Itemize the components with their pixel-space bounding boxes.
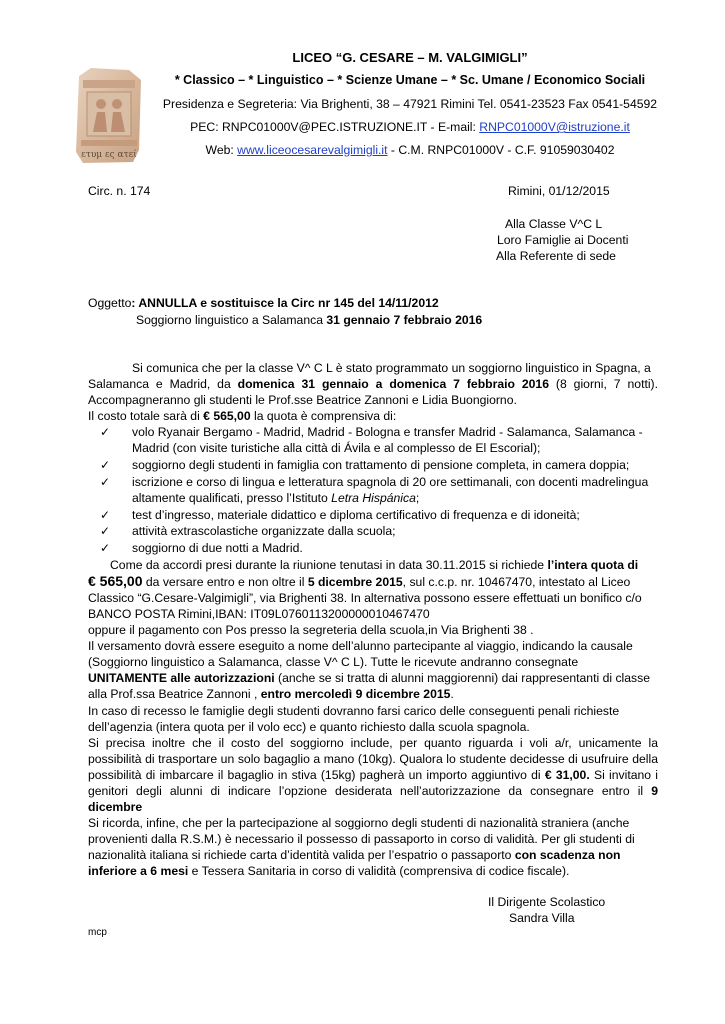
- text: Si invitano i: [589, 768, 658, 782]
- p6-line-4: [88, 863, 658, 879]
- text-bold: con scadenza non: [514, 848, 621, 862]
- p4-line-2: dell’agenzia (intera quota per il volo ecc) e quanto richiesto dalla scuola spagnola.: [88, 720, 530, 734]
- trip-dates: domenica 31 gennaio a domenica 7 febbraio 2016: [237, 377, 549, 391]
- p5-line-1: Si precisa inoltre che il costo del soggiorno include, per quanto riguarda i voli a/r, unicamente la: [88, 736, 658, 750]
- bullet-3-line-2: [132, 490, 658, 506]
- p5-line-5: dicembre: [88, 800, 143, 814]
- bullet-1-line-1: volo Ryanair Bergamo - Madrid, Madrid - Bologna e transfer Madrid - Salamanca, Salamanca -: [132, 425, 643, 439]
- text: (anche se si tratta di alunni maggiorenni) dai rappresentanti di classe: [274, 671, 650, 685]
- text: e Tessera Sanitaria in corso di validità (comprensiva di codice fiscale).: [188, 864, 570, 878]
- subject-line-2: [136, 313, 482, 327]
- check-icon: ✓: [100, 425, 111, 439]
- check-icon: ✓: [100, 458, 111, 472]
- text: Salamanca e Madrid, da: [88, 377, 238, 391]
- text: Il costo totale sarà di: [88, 409, 204, 423]
- email-link[interactable]: RNPC01000V@istruzione.it: [479, 120, 630, 134]
- p5-line-4: [88, 783, 658, 799]
- quota-amount: € 565,00: [88, 573, 143, 589]
- text: Come da accordi presi durante la riunione tenutasi in data 30.11.2015 si richiede: [110, 558, 548, 572]
- bullet-4: test d’ingresso, materiale didattico e diploma certificativo di frequenza e di idoneità;: [132, 508, 580, 522]
- bullet-6: soggiorno di due notti a Madrid.: [132, 541, 303, 555]
- subject-bold: : ANNULLA e sostituisce la Circ nr 145 del 14/11/2012: [131, 296, 439, 310]
- p3-line-3: [88, 670, 658, 686]
- bullet-2: soggiorno degli studenti in famiglia con trattamento di pensione completa, in camera doppia;: [132, 458, 630, 472]
- check-icon: ✓: [100, 508, 111, 522]
- text-bold: UNITAMENTE alle autorizzazioni: [88, 671, 275, 685]
- text-bold: 9: [651, 784, 658, 798]
- p5-line-3: [88, 767, 658, 783]
- text: ;: [415, 491, 420, 505]
- web-prefix: Web:: [205, 143, 238, 157]
- check-icon: ✓: [100, 524, 111, 538]
- p1-line-3: Accompagneranno gli studenti le Prof.sse Beatrice Zannoni e Lidia Buongiorno.: [88, 393, 517, 407]
- deadline: entro mercoledì 9 dicembre 2015: [260, 687, 451, 701]
- school-web: [140, 142, 680, 158]
- footer-initials: mcp: [88, 927, 107, 938]
- text: possibilità di imbarcare il bagaglio in stiva (15kg) pagherà un importo aggiuntivo di: [88, 768, 545, 782]
- school-pec-email: [140, 119, 680, 135]
- subject-line: [88, 296, 439, 310]
- place-date: Rimini, 01/12/2015: [508, 184, 610, 198]
- logo-inscription: ετυμ ες ατεί: [81, 150, 137, 160]
- p1-line-1: Si comunica che per la classe V^ C L è stato programmato un soggiorno linguistico in Spagna, a: [132, 361, 651, 375]
- school-courses: * Classico – * Linguistico – * Scienze Umane – * Sc. Umane / Economico Sociali: [174, 73, 646, 87]
- text: la quota è comprensiva di:: [250, 409, 397, 423]
- text: .: [450, 687, 454, 701]
- text: altamente qualificati, presso l’Istituto: [132, 491, 332, 505]
- circular-number: Circ. n. 174: [88, 184, 151, 198]
- check-icon: ✓: [100, 475, 111, 489]
- school-logo: [73, 66, 145, 166]
- p2-line-3: Classico “G.Cesare-Valgimigli”, via Brighenti 38. In alternativa possono essere effettuati un bonifico c/o: [88, 591, 642, 605]
- p6-line-3: [88, 847, 658, 863]
- recipient-referent: Alla Referente di sede: [496, 249, 616, 263]
- text: genitori degli alunni di indicare l’opzione desiderata nell’autorizzazione da consegnare entro il: [88, 784, 652, 798]
- p1-line-4: [88, 408, 658, 424]
- p3-line-4: [88, 686, 658, 702]
- subject-trip: Soggiorno linguistico a Salamanca: [136, 313, 327, 327]
- signature-name: Sandra Villa: [509, 911, 575, 925]
- p6-line-1: Si ricorda, infine, che per la partecipazione al soggiorno degli studenti di nazionalità straniera (anche: [88, 816, 630, 830]
- recipient-families: Loro Famiglie ai Docenti: [497, 233, 629, 247]
- p6-line-2: provenienti dalla R.S.M.) è necessario il possesso di passaporto in corso di validità. Per gli studenti di: [88, 832, 635, 846]
- text-bold: inferiore a 6 mesi: [88, 864, 189, 878]
- school-name: LICEO “G. CESARE – M. VALGIMIGLI”: [292, 50, 528, 65]
- p2-line-5: oppure il pagamento con Pos presso la segreteria della scuola,in Via Brighenti 38 .: [88, 623, 534, 637]
- institute-name: Letra Hispánica: [331, 491, 416, 505]
- p3-line-2: (Soggiorno linguistico a Salamanca, classe V^ C L). Tutte le ricevute andranno consegnate: [88, 655, 579, 669]
- signature-role: Il Dirigente Scolastico: [488, 895, 606, 909]
- text-bold: l’intera quota di: [547, 558, 639, 572]
- text: , sul c.c.p. nr. 10467470, intestato al Liceo: [402, 575, 631, 589]
- text: da versare entro e non oltre il: [142, 575, 308, 589]
- subject-label: Oggetto: [88, 296, 132, 310]
- bullet-5: attività extrascolastiche organizzate dalla scuola;: [132, 524, 396, 538]
- subject-dates: 31 gennaio 7 febbraio 2016: [326, 313, 483, 327]
- deadline: 5 dicembre 2015: [307, 575, 403, 589]
- p1-line-2: [88, 376, 658, 392]
- text: (8 giorni, 7 notti).: [548, 377, 658, 391]
- website-link[interactable]: www.liceocesarevalgimigli.it: [237, 143, 388, 157]
- p3-line-1: Il versamento dovrà essere eseguito a nome dell’alunno partecipante al viaggio, indicando la causale: [88, 639, 633, 653]
- school-address: Presidenza e Segreteria: Via Brighenti, 38 – 47921 Rimini Tel. 0541-23523 Fax 0541-54592: [162, 97, 658, 111]
- recipient-class: Alla Classe V^C L: [505, 217, 603, 231]
- p2-line-1: [110, 557, 658, 573]
- text: nazionalità italiana si richiede carta d’identità valida per l’espatrio o passaporto: [88, 848, 515, 862]
- p2-line-4-iban: BANCO POSTA Rimini,IBAN: IT09L0760113200000010467470: [88, 607, 430, 621]
- check-icon: ✓: [100, 541, 111, 555]
- p2-line-2: [88, 573, 658, 590]
- total-cost: € 565,00: [203, 409, 251, 423]
- p4-line-1: In caso di recesso le famiglie degli studenti dovranno farsi carico delle conseguenti penali richieste: [88, 704, 620, 718]
- bullet-3-line-1: iscrizione e corso di lingua e letteratura spagnola di 20 ore settimanali, con docenti madrelingua: [132, 475, 649, 489]
- extra-cost: € 31,00.: [544, 768, 590, 782]
- pec-prefix: PEC: RNPC01000V@PEC.ISTRUZIONE.IT - E-mail:: [190, 120, 480, 134]
- text: alla Prof.ssa Beatrice Zannoni ,: [88, 687, 261, 701]
- p5-line-2: possibilità di trasportare un solo bagaglio a mano (10kg). Qualora lo studente decidesse di usufruire della: [88, 752, 658, 766]
- web-suffix: - C.M. RNPC01000V - C.F. 91059030402: [387, 143, 615, 157]
- bullet-1-line-2: Madrid (con visite turistiche alla città di Ávila e al complesso de El Escorial);: [132, 441, 541, 455]
